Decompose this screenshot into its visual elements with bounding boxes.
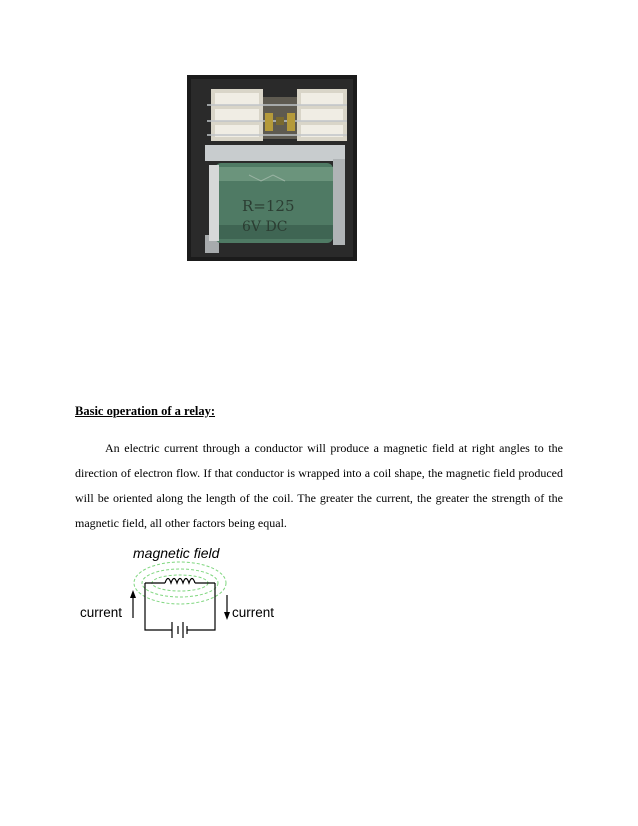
- current-arrow-down-icon: [224, 595, 230, 620]
- relay-coil: [209, 163, 333, 243]
- body-paragraph: An electric current through a conductor will produce a magnetic field at right angles to the direction of electron flow. If that conductor is wrapped into a coil shape, the magnetic field produced will be oriented along the length of the coil. The greater the current, the greater the strength of the magnetic field, all other factors being equal.: [75, 441, 563, 530]
- section-heading: Basic operation of a relay:: [75, 404, 216, 418]
- magnetic-field-label: magnetic field: [133, 545, 220, 561]
- left-current-label: current: [80, 605, 123, 620]
- current-arrow-up-icon: [130, 590, 136, 618]
- right-current-label: current: [232, 605, 275, 620]
- relay-photo: [187, 75, 357, 261]
- coil-icon: [165, 579, 195, 584]
- coil-resistance-label: R=125: [242, 197, 295, 215]
- coil-rating-label: 6V DC: [242, 219, 288, 235]
- magnetic-field-diagram: [75, 540, 295, 645]
